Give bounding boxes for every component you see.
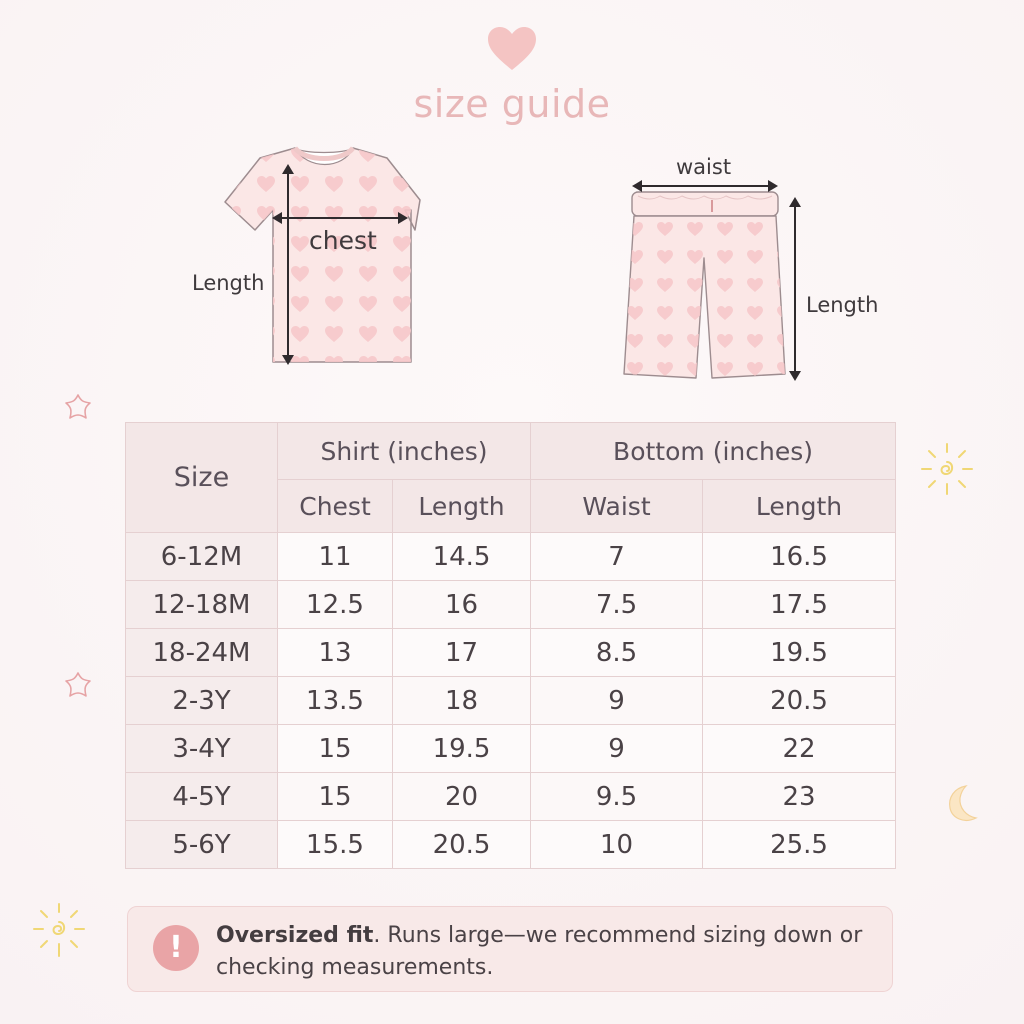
waist-cell: 9 — [531, 677, 703, 725]
waist-column-header: Waist — [531, 480, 703, 533]
bottom-length-cell: 17.5 — [703, 581, 896, 629]
table-row — [126, 773, 896, 821]
size-cell: 2-3Y — [126, 677, 278, 725]
table-header-row — [126, 423, 896, 480]
shirt-length-column-header: Length — [393, 480, 531, 533]
table-row — [126, 821, 896, 869]
table-row — [126, 629, 896, 677]
sun-icon — [916, 440, 978, 500]
bottom-length-cell: 16.5 — [703, 533, 896, 581]
flower-icon — [62, 392, 94, 424]
table-row — [126, 677, 896, 725]
chest-cell: 13 — [278, 629, 393, 677]
waist-label: waist — [676, 155, 732, 179]
fit-notice — [127, 906, 893, 992]
chest-label: chest — [309, 226, 377, 255]
size-cell: 4-5Y — [126, 773, 278, 821]
waist-arrow — [630, 176, 780, 196]
chest-cell: 15 — [278, 725, 393, 773]
size-chart-table — [125, 422, 896, 869]
shirt-length-cell: 17 — [393, 629, 531, 677]
shorts-illustration — [620, 188, 790, 383]
shirt-length-cell: 14.5 — [393, 533, 531, 581]
shirt-length-cell: 16 — [393, 581, 531, 629]
bottom-length-label: Length — [806, 293, 879, 317]
chest-cell: 13.5 — [278, 677, 393, 725]
waist-cell: 8.5 — [531, 629, 703, 677]
notice-bold: Oversized fit — [216, 923, 374, 948]
table-row — [126, 725, 896, 773]
shirt-length-cell: 20 — [393, 773, 531, 821]
table-row — [126, 581, 896, 629]
chest-cell: 11 — [278, 533, 393, 581]
size-cell: 6-12M — [126, 533, 278, 581]
chest-cell: 12.5 — [278, 581, 393, 629]
moon-icon — [942, 782, 982, 826]
waist-cell: 7 — [531, 533, 703, 581]
shirt-length-label: Length — [192, 271, 265, 295]
bottom-length-cell: 22 — [703, 725, 896, 773]
heart-icon — [486, 26, 538, 72]
chest-column-header: Chest — [278, 480, 393, 533]
bottom-length-cell: 25.5 — [703, 821, 896, 869]
bottom-length-column-header: Length — [703, 480, 896, 533]
bottom-length-cell: 20.5 — [703, 677, 896, 725]
bottom-length-cell: 19.5 — [703, 629, 896, 677]
bottom-length-arrow — [785, 195, 805, 383]
chest-cell: 15.5 — [278, 821, 393, 869]
size-cell: 5-6Y — [126, 821, 278, 869]
shirt-length-arrow — [278, 162, 298, 367]
table-row — [126, 533, 896, 581]
bottom-group-header: Bottom (inches) — [531, 423, 896, 480]
waist-cell: 7.5 — [531, 581, 703, 629]
size-cell: 18-24M — [126, 629, 278, 677]
exclamation-icon: ! — [153, 925, 199, 971]
bottom-length-cell: 23 — [703, 773, 896, 821]
notice-body: . Runs large—we recommend sizing down or checking measurements. — [216, 923, 863, 980]
shirt-length-cell: 19.5 — [393, 725, 531, 773]
shirt-group-header: Shirt (inches) — [278, 423, 531, 480]
waist-cell: 10 — [531, 821, 703, 869]
size-cell: 12-18M — [126, 581, 278, 629]
shirt-illustration — [215, 140, 430, 375]
flower-icon — [62, 670, 94, 702]
size-cell: 3-4Y — [126, 725, 278, 773]
sun-icon — [28, 900, 90, 962]
size-column-header: Size — [126, 423, 278, 533]
chest-cell: 15 — [278, 773, 393, 821]
shirt-length-cell: 18 — [393, 677, 531, 725]
shirt-length-cell: 20.5 — [393, 821, 531, 869]
waist-cell: 9 — [531, 725, 703, 773]
notice-text — [216, 920, 876, 984]
waist-cell: 9.5 — [531, 773, 703, 821]
page-title: size guide — [413, 82, 611, 126]
